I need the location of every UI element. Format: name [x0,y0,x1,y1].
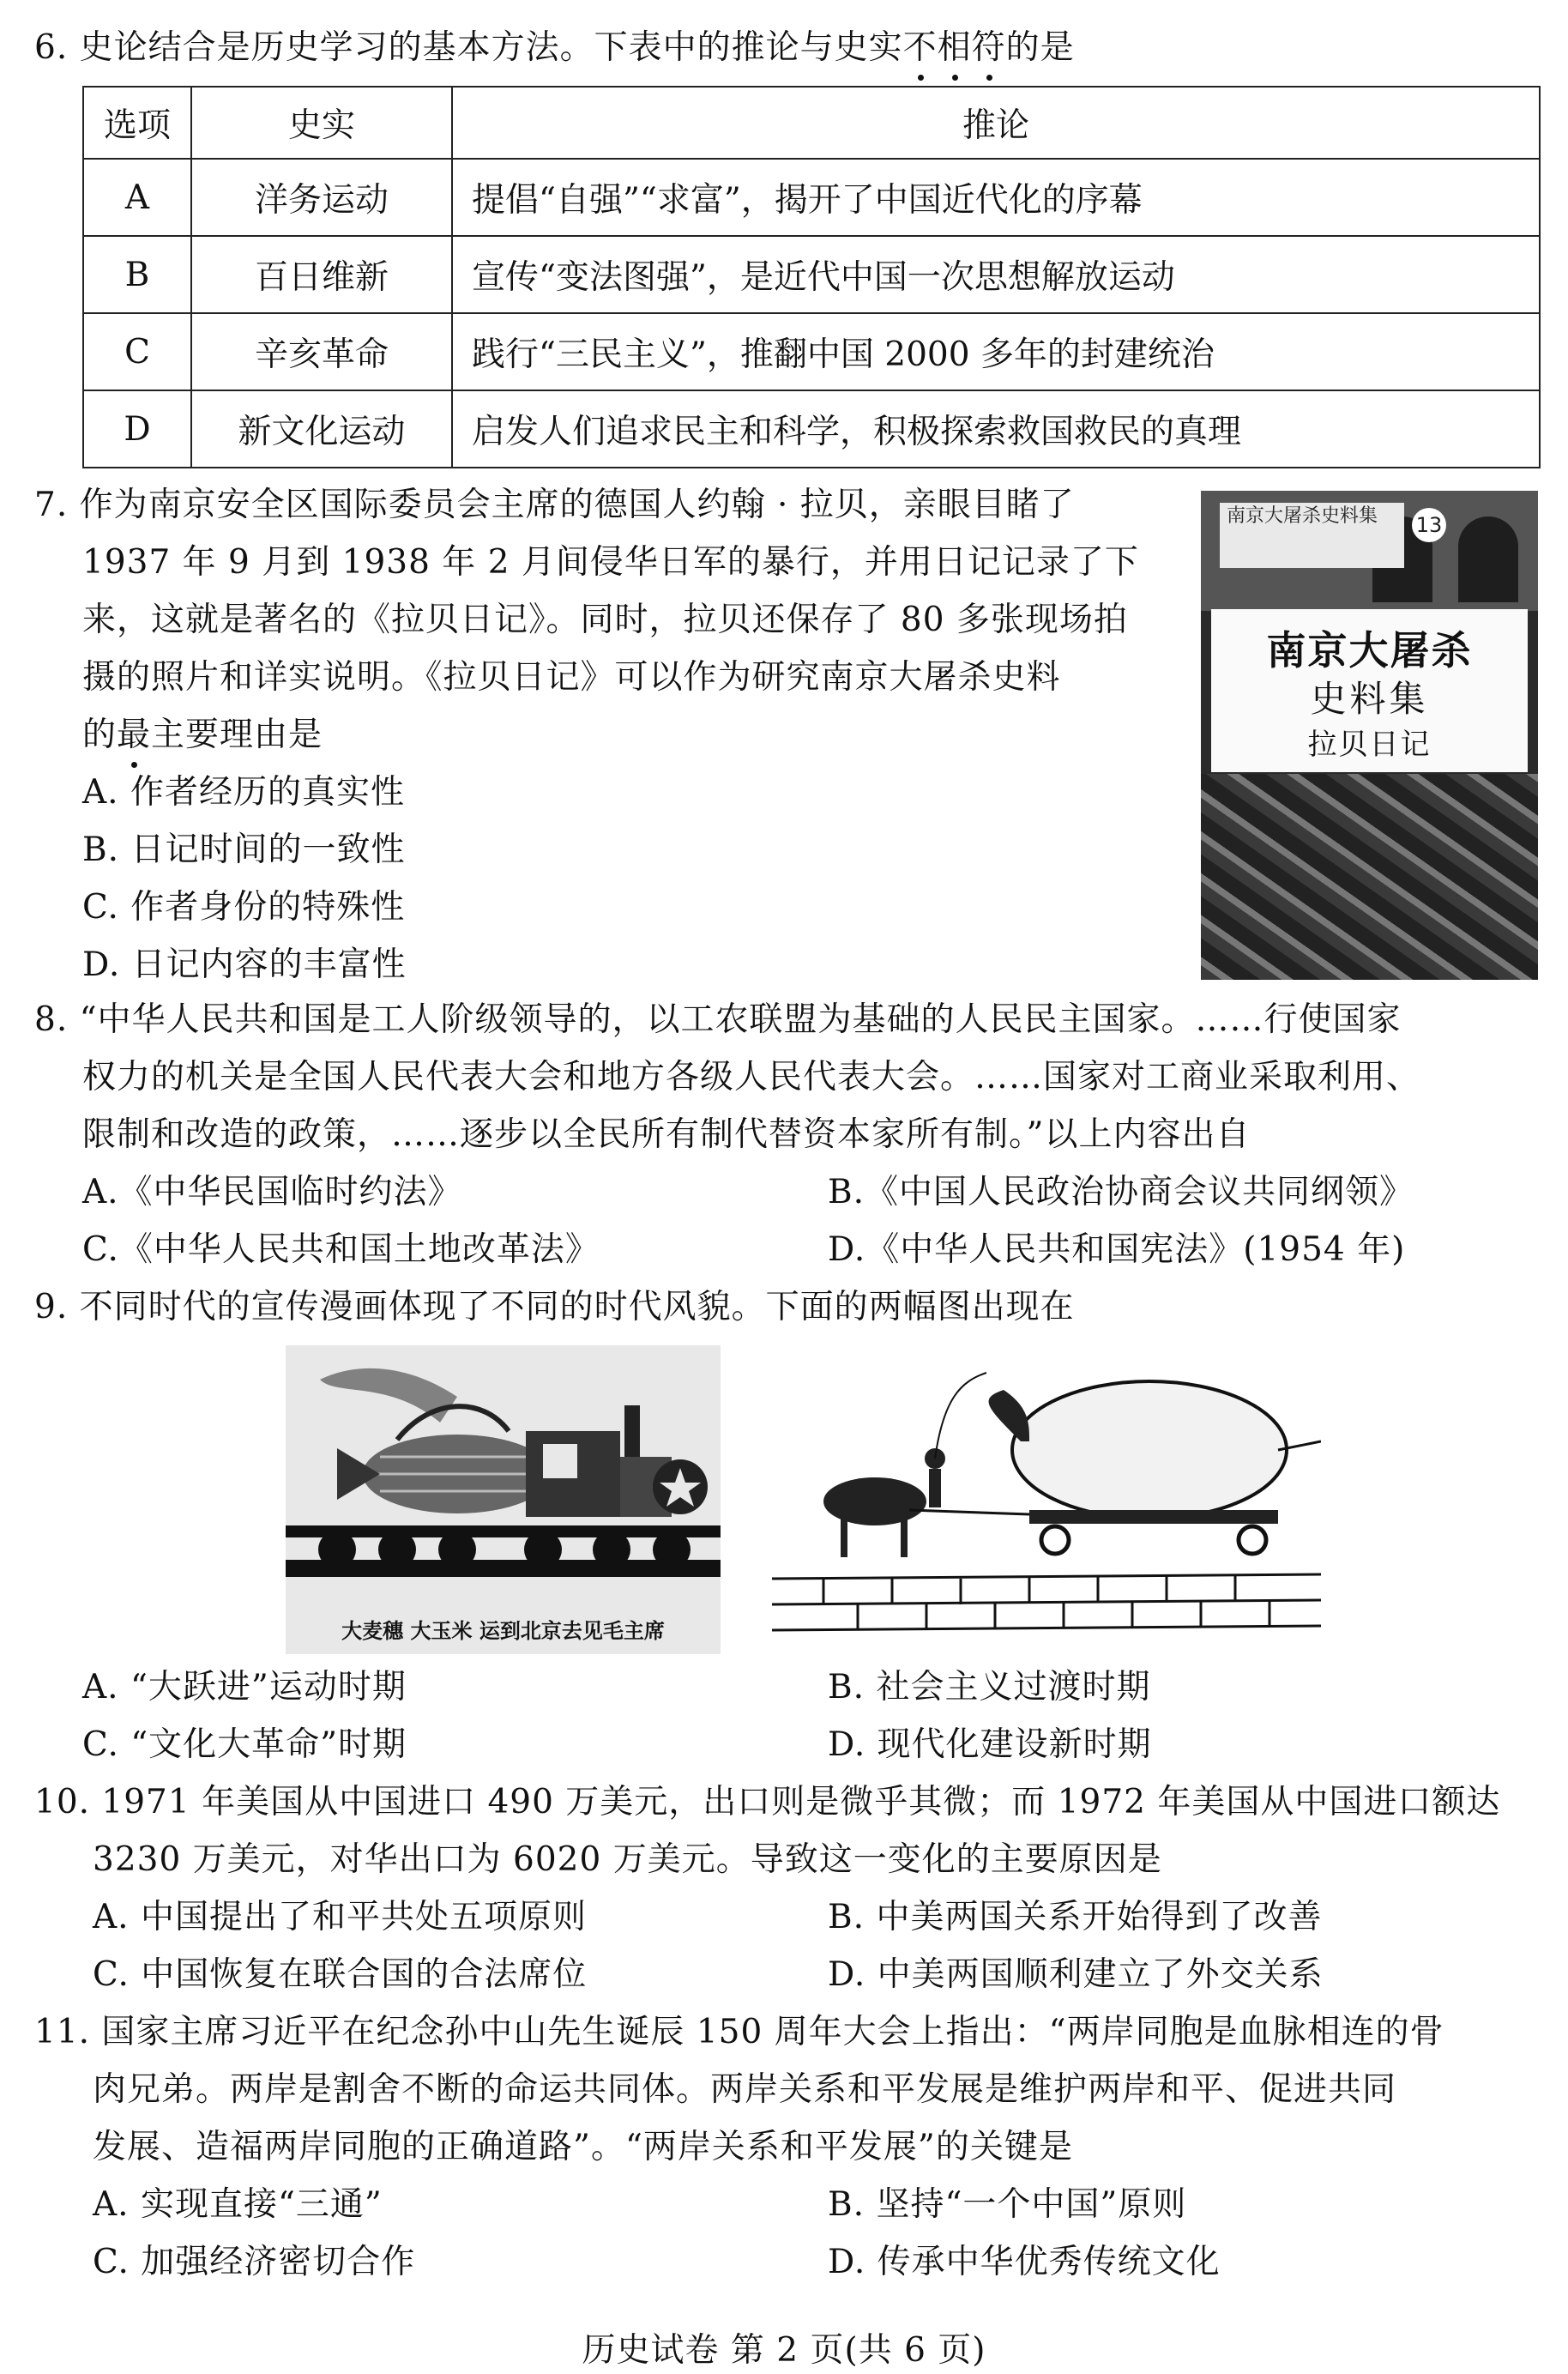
table-header-row [83,87,1540,159]
table-cell: 提倡“自强”“求富”，揭开了中国近代化的序幕 [452,159,1540,236]
q7-line: 1937 年 9 月到 1938 年 2 月间侵华日军的暴行，并用日记记录了下 [82,543,1139,582]
table-row [83,159,1540,236]
q7-line: 来，这就是著名的《拉贝日记》。同时，拉贝还保存了 80 多张现场拍 [82,601,1128,639]
q7-line: 摄的照片和详实说明。《拉贝日记》可以作为研究南京大屠杀史料 [82,658,1061,697]
q9-option-a[interactable]: A. “大跃进”运动时期 [82,1668,407,1707]
book-title-main: 南京大屠杀 [1266,627,1473,674]
book-title-sub: 史料集 [1310,678,1429,720]
table-row [83,236,1540,313]
q11-option-c[interactable]: C. 加强经济密切合作 [93,2243,416,2281]
q8-line: 权力的机关是全国人民代表大会和地方各级人民代表大会。……国家对工商业采取利用、 [82,1058,1421,1096]
table-cell: 百日维新 [191,236,452,313]
q10-option-b[interactable]: B. 中美两国关系开始得到了改善 [828,1898,1323,1936]
q6-stem [34,27,1075,69]
q8-option-c[interactable]: C.《中华人民共和国土地改革法》 [82,1230,600,1269]
q7-option-b[interactable]: B. 日记时间的一致性 [82,831,406,869]
q9-option-d[interactable]: D. 现代化建设新时期 [828,1725,1152,1764]
q7-last-pre: 的 [82,716,118,754]
train-drawing [286,1345,721,1654]
q8-option-b[interactable]: B.《中国人民政治协商会议共同纲领》 [828,1173,1414,1211]
q11-option-b[interactable]: B. 坚持“一个中国”原则 [828,2185,1187,2224]
q8-line: 限制和改造的政策，……逐步以全民所有制代替资本家所有制。”以上内容出自 [82,1115,1251,1154]
table-cell: 践行“三民主义”，推翻中国 2000 多年的封建统治 [452,313,1540,390]
q11-line: 发展、造福两岸同胞的正确道路”。“两岸关系和平发展”的关键是 [93,2128,1073,2166]
page-footer: 历史试卷 第 2 页(共 6 页) [582,2331,986,2370]
q11-line: 11. 国家主席习近平在纪念孙中山先生诞辰 150 周年大会上指出：“两岸同胞是血脉相连的骨 [34,2013,1444,2051]
q9-option-b[interactable]: B. 社会主义过渡时期 [828,1668,1151,1707]
radish-drawing [772,1347,1321,1656]
q11-option-d[interactable]: D. 传承中华优秀传统文化 [828,2243,1221,2281]
table-header: 推论 [452,87,1540,159]
q6-emph-3: 符 [971,28,1006,67]
q7-line-last [82,715,323,756]
table-cell: 辛亥革命 [191,313,452,390]
q6-emph-1: 不 [902,28,938,67]
q6-emph-2: 相 [937,28,972,67]
book-volume-number: 13 [1412,508,1446,542]
q6-stem-end: 的是 [1005,28,1075,67]
q10-option-d[interactable]: D. 中美两国顺利建立了外交关系 [828,1955,1324,1994]
q10-line: 10. 1971 年美国从中国进口 490 万美元，出口则是微乎其微；而 1972 年美国从中国进口额达 [34,1783,1501,1821]
q9-option-c[interactable]: C. “文化大革命”时期 [82,1725,407,1764]
table-row [83,390,1540,468]
cartoon-train-image [286,1345,721,1654]
q7-line: 7. 作为南京安全区国际委员会主席的德国人约翰 · 拉贝，亲眼目睹了 [34,486,1075,524]
q7-option-c[interactable]: C. 作者身份的特殊性 [82,888,406,927]
table-header: 选项 [83,87,191,159]
q7-option-a[interactable]: A. 作者经历的真实性 [82,773,405,812]
q8-option-a[interactable]: A.《中华民国临时约法》 [82,1173,462,1211]
q10-option-a[interactable]: A. 中国提出了和平共处五项原则 [93,1898,587,1936]
q7-emph: 最 [117,716,152,754]
q6-table [82,86,1541,468]
cartoon-caption: 大麦穗 大玉米 运到北京去见毛主席 [341,1619,665,1643]
q8-option-d[interactable]: D.《中华人民共和国宪法》(1954 年) [828,1230,1406,1269]
table-header: 史实 [191,87,452,159]
table-cell: A [83,159,191,236]
table-cell: 新文化运动 [191,390,452,468]
table-row [83,313,1540,390]
table-cell: B [83,236,191,313]
table-cell: 启发人们追求民主和科学，积极探索救国救民的真理 [452,390,1540,468]
cartoon-radish-image [772,1347,1321,1656]
arch-shape [1458,516,1518,602]
table-cell: C [83,313,191,390]
q10-option-c[interactable]: C. 中国恢复在联合国的合法席位 [93,1955,588,1994]
q7-option-d[interactable]: D. 日记内容的丰富性 [82,945,407,984]
book-title-volume: 拉贝日记 [1307,728,1432,762]
q8-line: 8. “中华人民共和国是工人阶级领导的，以工农联盟为基础的人民民主国家。……行使国家 [34,1000,1402,1039]
table-cell: 洋务运动 [191,159,452,236]
table-cell: D [83,390,191,468]
q7-last-post: 主要理由是 [151,716,323,754]
q11-option-a[interactable]: A. 实现直接“三通” [93,2185,383,2224]
book-photo-bottom [1201,774,1538,980]
table-cell: 宣传“变法图强”，是近代中国一次思想解放运动 [452,236,1540,313]
q11-line: 肉兄弟。两岸是割舍不断的命运共同体。两岸关系和平发展是维护两岸和平、促进共同 [93,2070,1397,2109]
q10-line: 3230 万美元，对华出口为 6020 万美元。导致这一变化的主要原因是 [93,1840,1162,1879]
book-series-label: 南京大屠杀史料集 [1220,503,1404,568]
q6-stem-text: 6. 史论结合是历史学习的基本方法。下表中的推论与史实 [34,28,903,67]
book-cover-image [1201,491,1538,980]
q9-stem: 9. 不同时代的宣传漫画体现了不同的时代风貌。下面的两幅图出现在 [34,1288,1075,1326]
